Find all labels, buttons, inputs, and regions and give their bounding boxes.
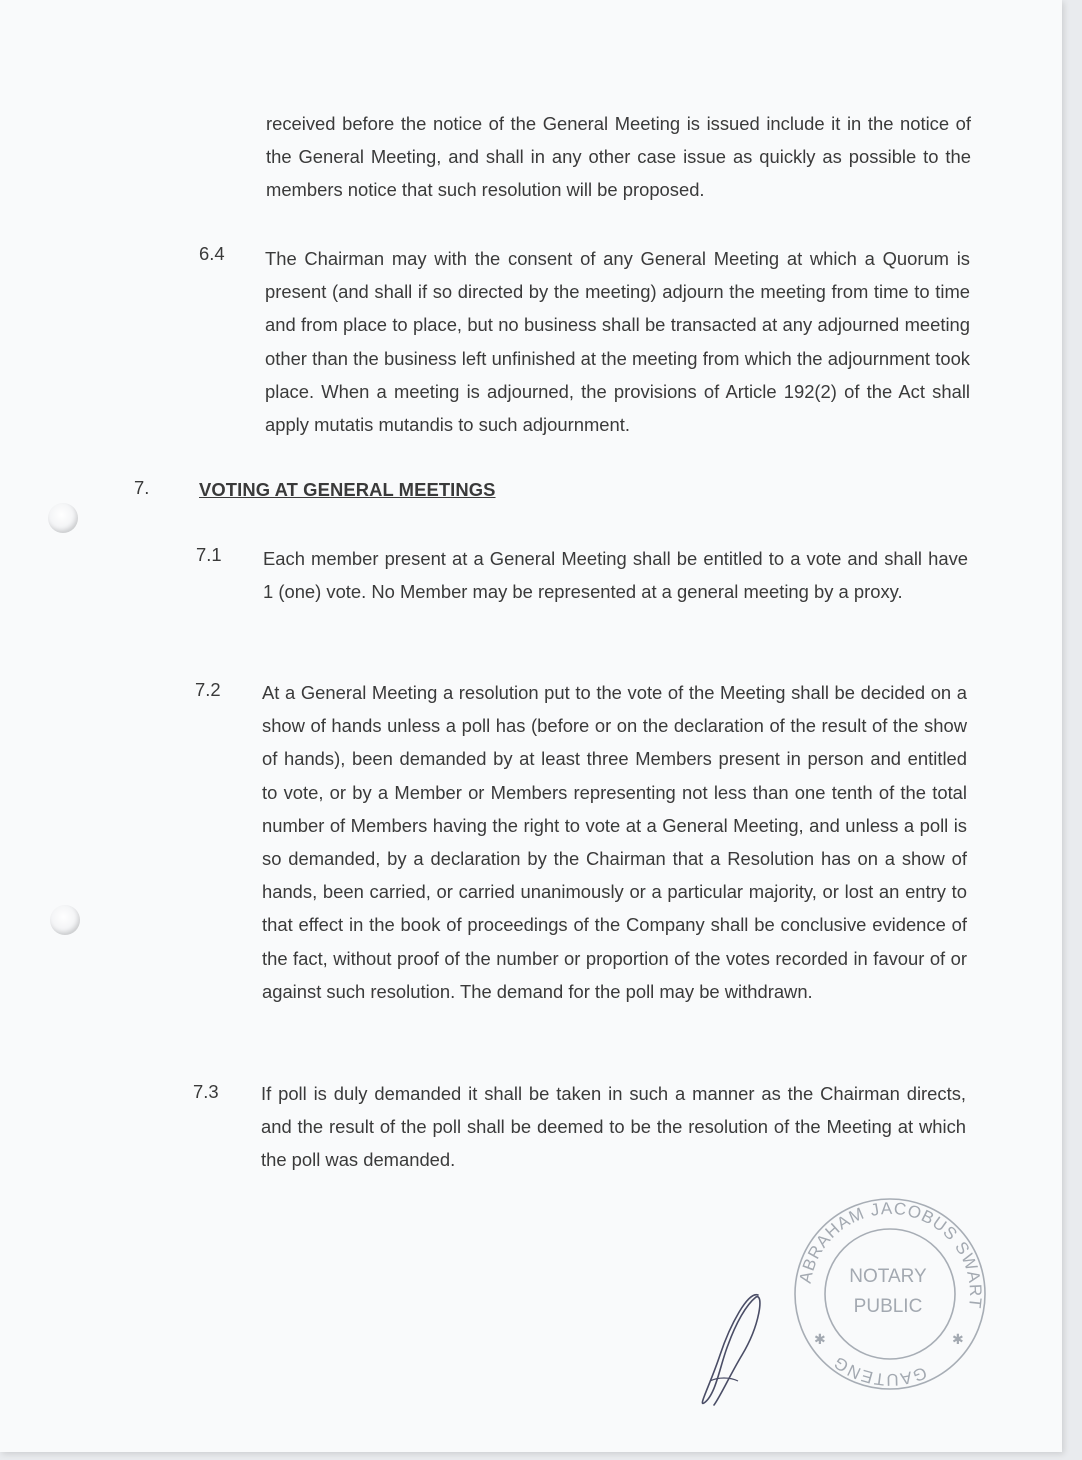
seal-region: GAUTENG [829,1352,930,1390]
notary-seal [792,1196,988,1392]
star-icon: ✱ [952,1331,964,1347]
clause-text: If poll is duly demanded it shall be taken in such a manner as the Chairman directs, and the result of the poll shall be deemed to be the resolution of the Meeting at which the poll was demanded. [261,1083,966,1171]
svg-text:ABRAHAM JACOBUS SWART [796,1199,985,1310]
punch-hole-bottom [50,905,80,935]
clause-number: 6.4 [199,243,225,264]
clause-text: At a General Meeting a resolution put to the vote of the Meeting shall be decided on a show of hands unless a poll has (before or on the declaration of the result of the show of hands), been demanded by at least three Members present in person and entitled to vote, or by a Member or Members representing not less than one tenth of the total number of Members having the right to vote at a General Meeting, and unless a poll is so demanded, by a declaration by the Chairman that a Resolution has on a show of hands, been carried, or carried unanimously or a particular majority, or lost an entry to that effect in the book of proceedings of the Company shall be conclusive evidence of the fact, without proof of the number or proportion of the votes recorded in favour of or against such resolution. The demand for the poll may be withdrawn. [262,682,967,1002]
continuation-paragraph: received before the notice of the General Meeting is issued include it in the notice of the General Meeting, and shall in any other case issue as quickly as possible to the members notice that such resolution will be proposed. [266,113,971,201]
seal-line-public: PUBLIC [853,1296,923,1317]
punch-hole-top [48,503,78,533]
seal-line-notary: NOTARY [849,1266,927,1287]
clause-text: Each member present at a General Meeting shall be entitled to a vote and shall have 1 (one) vote. No Member may be represented at a general meeting by a proxy. [263,548,968,603]
seal-name: ABRAHAM JACOBUS SWART [795,1198,986,1310]
clause-text: The Chairman may with the consent of any General Meeting at which a Quorum is present (and shall if so directed by the meeting) adjourn the meeting from time to time and from place to place, but no business shall be transacted at any adjourned meeting other than the business left unfinished at the meeting from which the adjournment took place. When a meeting is adjourned, the provisions of Article 192(2) of the Act shall apply mutatis mutandis to such adjournment. [265,248,970,436]
section-heading: VOTING AT GENERAL MEETINGS [199,479,496,500]
clause-number: 7.3 [193,1081,219,1102]
signature-mark [690,1285,780,1415]
clause-number: 7.1 [196,544,222,565]
section-number: 7. [134,477,150,498]
clause-number: 7.2 [195,679,221,700]
star-icon: ✱ [814,1331,826,1347]
